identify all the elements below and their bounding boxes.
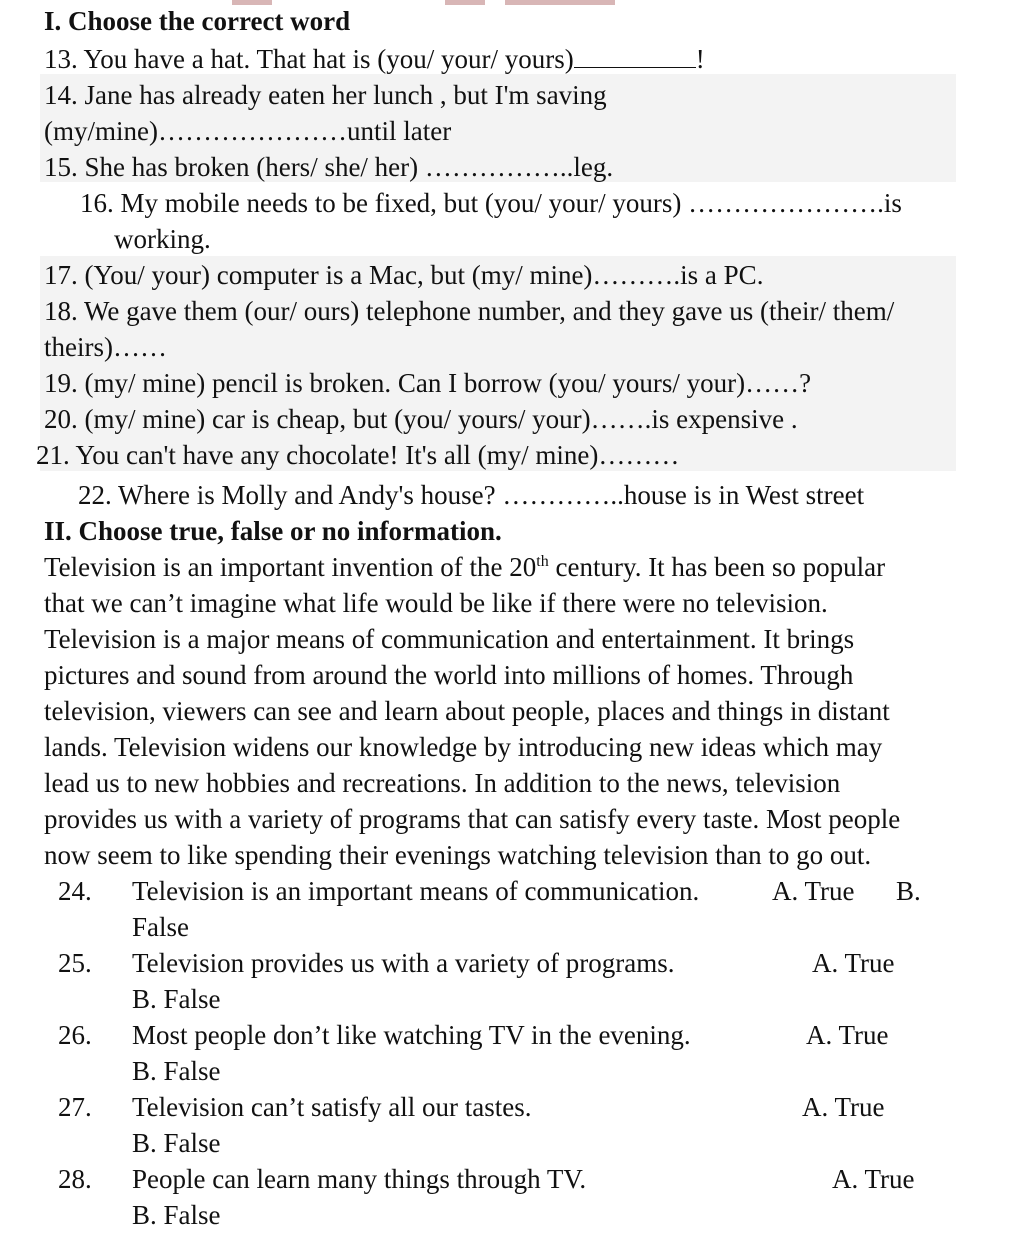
question-number: 27. xyxy=(58,1092,92,1122)
question-13 xyxy=(44,42,705,76)
question-13-end: ! xyxy=(695,44,705,74)
passage-line-7: lead us to new hobbies and recreations. In addition to the news, television xyxy=(44,768,841,798)
top-edge-mark xyxy=(505,0,615,5)
question-18-line-2: theirs)…… xyxy=(44,332,167,362)
passage-line-1 xyxy=(44,550,885,584)
question-text: Most people don’t like watching TV in the evening. xyxy=(132,1020,691,1050)
question-22: 22. Where is Molly and Andy's house? …………..house is in West street xyxy=(78,480,865,510)
option-b-false[interactable]: B. False xyxy=(132,1056,221,1086)
question-14-line-2: (my/mine)…………………until later xyxy=(44,116,452,146)
question-16-line-2: working. xyxy=(114,224,211,254)
question-21: 21. You can't have any chocolate! It's all (my/ mine)……… xyxy=(36,440,680,470)
option-b-false-word[interactable]: False xyxy=(132,912,189,942)
question-text: Television can’t satisfy all our tastes. xyxy=(132,1092,532,1122)
option-b-false[interactable]: B. False xyxy=(132,1200,221,1230)
question-17: 17. (You/ your) computer is a Mac, but (my/ mine)……….is a PC. xyxy=(44,260,764,290)
passage-line-4: pictures and sound from around the world into millions of homes. Through xyxy=(44,660,854,690)
passage-line-5: television, viewers can see and learn about people, places and things in distant xyxy=(44,696,890,726)
question-18-line-1: 18. We gave them (our/ ours) telephone number, and they gave us (their/ them/ xyxy=(44,296,895,326)
passage-line-6: lands. Television widens our knowledge by introducing new ideas which may xyxy=(44,732,883,762)
passage-line-8: provides us with a variety of programs that can satisfy every taste. Most people xyxy=(44,804,901,834)
question-text: Television provides us with a variety of programs. xyxy=(132,948,675,978)
question-14-line-1: 14. Jane has already eaten her lunch , but I'm saving xyxy=(44,80,607,110)
question-13-text: 13. You have a hat. That hat is (you/ your/ yours) xyxy=(44,44,574,74)
answer-blank[interactable] xyxy=(574,45,696,68)
question-text: Television is an important means of communication. xyxy=(132,876,700,906)
question-number: 25. xyxy=(58,948,92,978)
passage-line-1-start: Television is an important invention of the 20 xyxy=(44,552,537,582)
option-a-true[interactable]: A. True xyxy=(772,876,855,906)
option-a-true[interactable]: A. True xyxy=(802,1092,885,1122)
superscript-th: th xyxy=(536,553,549,570)
section-1-heading: I. Choose the correct word xyxy=(44,6,351,36)
option-b-false[interactable]: B. False xyxy=(132,1128,221,1158)
option-b-false[interactable]: B. xyxy=(896,876,921,906)
option-a-true[interactable]: A. True xyxy=(832,1164,915,1194)
question-number: 28. xyxy=(58,1164,92,1194)
question-number: 24. xyxy=(58,876,92,906)
question-text: People can learn many things through TV. xyxy=(132,1164,587,1194)
top-edge-mark xyxy=(445,0,485,5)
option-a-true[interactable]: A. True xyxy=(806,1020,889,1050)
section-2-heading: II. Choose true, false or no information. xyxy=(44,516,502,546)
question-20: 20. (my/ mine) car is cheap, but (you/ yours/ your)…….is expensive . xyxy=(44,404,798,434)
option-a-true[interactable]: A. True xyxy=(812,948,895,978)
option-b-false[interactable]: B. False xyxy=(132,984,221,1014)
passage-line-2: that we can’t imagine what life would be like if there were no television. xyxy=(44,588,828,618)
passage-line-9: now seem to like spending their evenings watching television than to go out. xyxy=(44,840,872,870)
passage-line-3: Television is a major means of communication and entertainment. It brings xyxy=(44,624,855,654)
question-16-line-1: 16. My mobile needs to be fixed, but (you/ your/ yours) ………………….is xyxy=(80,188,902,218)
question-number: 26. xyxy=(58,1020,92,1050)
question-19: 19. (my/ mine) pencil is broken. Can I borrow (you/ yours/ your)……? xyxy=(44,368,812,398)
passage-line-1-end: century. It has been so popular xyxy=(548,552,886,582)
question-15: 15. She has broken (hers/ she/ her) ……………..leg. xyxy=(44,152,614,182)
